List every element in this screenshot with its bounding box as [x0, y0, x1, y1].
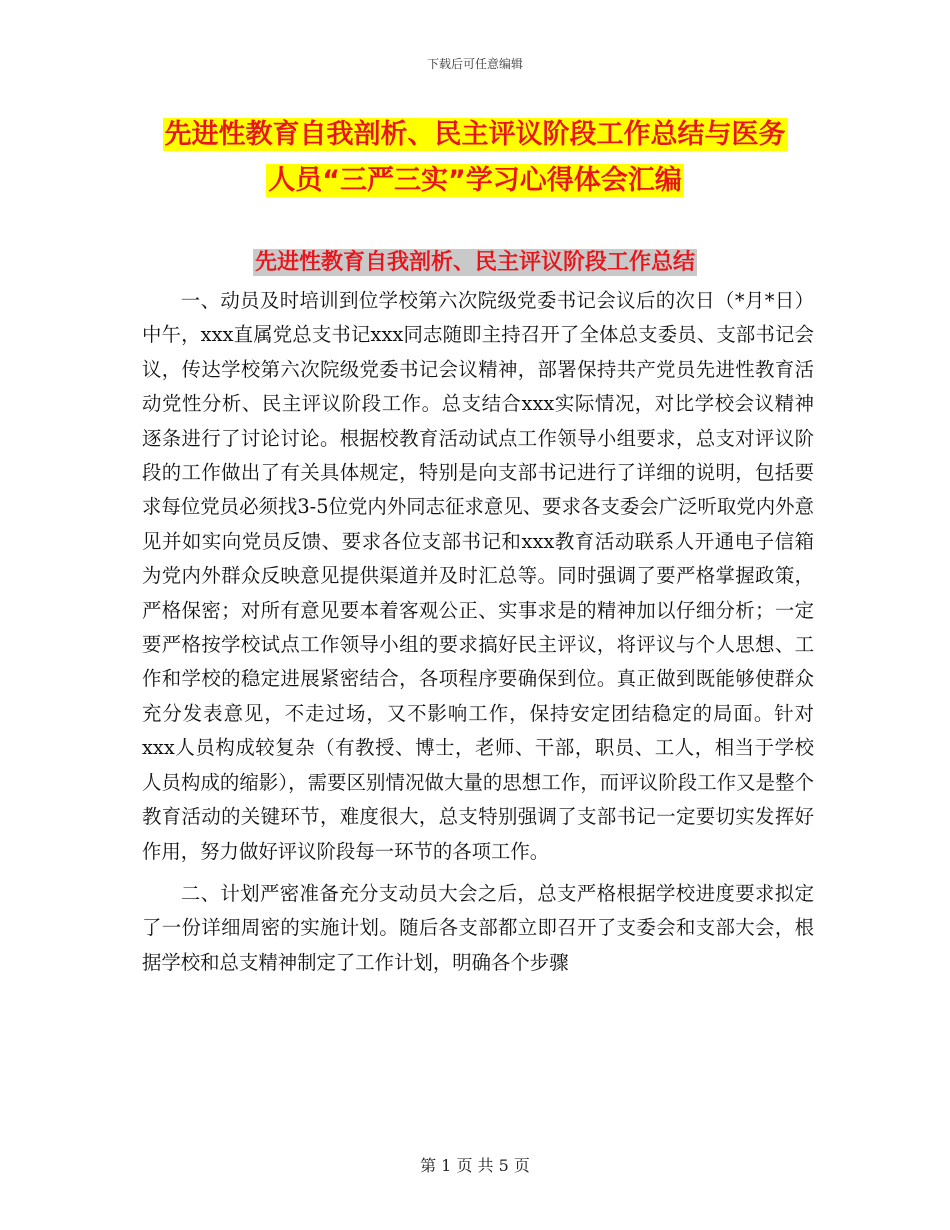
document-title-line-1: 先进性教育自我剖析、民主评议阶段工作总结与医务 [164, 119, 786, 150]
section-title-text: 先进性教育自我剖析、民主评议阶段工作总结 [254, 250, 695, 275]
body-paragraph-2: 二、计划严密准备充分支动员大会之后，总支严格根据学校进度要求拟定了一份详细周密的实施计划。随后各支部都立即召开了支委会和支部大会，根据学校和总支精神制定了工作计划，明确各个步骤 [142, 881, 814, 974]
document-title [0, 112, 950, 204]
page-footer-page-number: 第 1 页 共 5 页 [420, 1156, 530, 1175]
document-body [142, 284, 814, 988]
body-paragraph-1: 一、动员及时培训到位学校第六次院级党委书记会议后的次日（*月*日）中午，xxx直属党总支书记xxx同志随即主持召开了全体总支委员、支部书记会议，传达学校第六次院级党委书记会议精神，部署保持共产党员先进性教育活动党性分析、民主评议阶段工作。总支结合xxx实际情况，对比学校会议精神逐条进行了讨论讨论。根据校教育活动试点工作领导小组要求，总支对评议阶段的工作做出了有关具体规定，特别是向支部书记进行了详细的说明，包括要求每位党员必须找3-5位党内外同志征求意见、要求各支委会广泛听取党内外意见并如实向党员反馈、要求各位支部书记和xxx教育活动联系人开通电子信箱为党内外群众反映意见提供渠道并及时汇总等。同时强调了要严格掌握政策，严格保密；对所有意见要本着客观公正、实事求是的精神加以仔细分析；一定要严格按学校试点工作领导小组的要求搞好民主评议，将评议与个人思想、工作和学校的稳定进展紧密结合，各项程序要确保到位。真正做到既能够使群众充分发表意见，不走过场，又不影响工作，保持安定团结稳定的局面。针对xxx人员构成较复杂（有教授、博士，老师、干部，职员、工人，相当于学校人员构成的缩影），需要区别情况做大量的思想工作，而评议阶段工作又是整个教育活动的关键环节，难度很大，总支特别强调了支部书记一定要切实发挥好作用，努力做好评议阶段每一环节的各项工作。 [142, 289, 814, 863]
page-header-note: 下载后可任意编辑 [426, 57, 523, 71]
section-title [0, 246, 950, 280]
document-title-line-2: 人员“三严三实”学习心得体会汇编 [268, 165, 682, 196]
